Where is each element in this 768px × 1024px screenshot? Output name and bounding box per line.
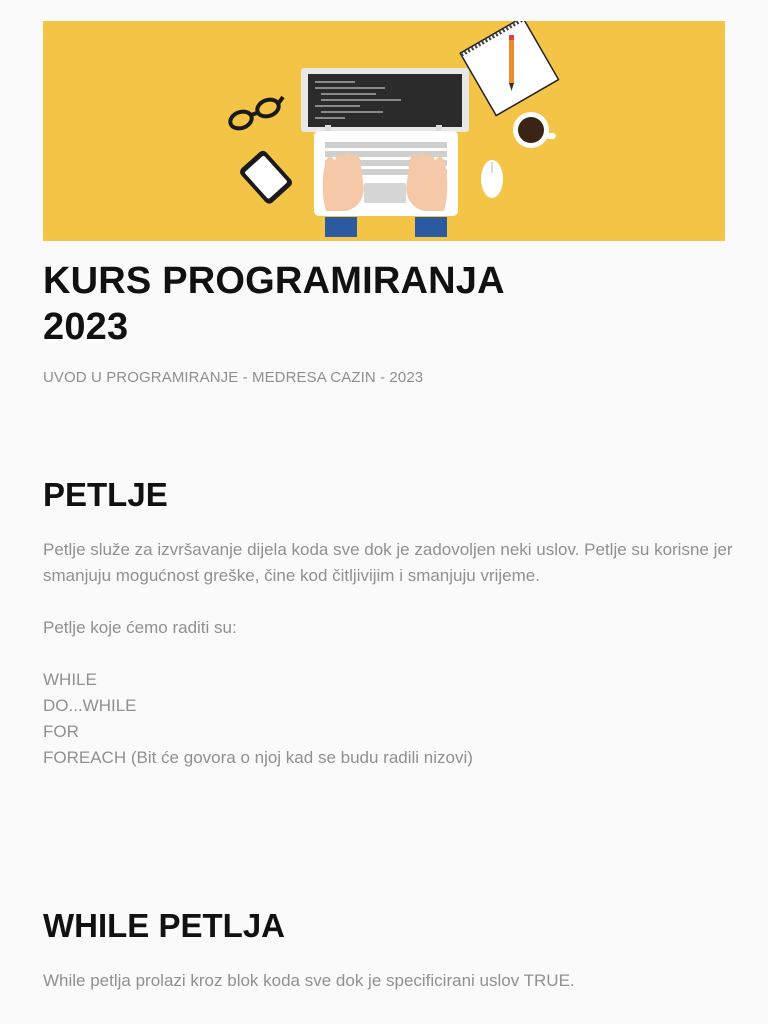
title-line-1: KURS PROGRAMIRANJA [43,260,505,302]
loop-type-item: FOREACH (Bit će govora o njoj kad se budu radili nizovi) [43,748,473,767]
petlje-paragraph [43,537,733,589]
smartphone-icon [238,149,294,206]
loop-type-item: DO...WHILE [43,696,137,715]
petlje-description: Petlje služe za izvršavanje dijela koda sve dok je zadovoljen neki uslov. Petlje su korisne jer smanjuju mogućnost greške, čine kod čitljivijim i smanjuju vrijeme. [43,540,733,585]
title-line-2: 2023 [43,306,129,348]
loop-types-list [43,667,473,771]
loop-type-item: WHILE [43,670,97,689]
petlje-intro [43,615,733,641]
mouse-icon [481,160,503,198]
while-description: While petlja prolazi kroz blok koda sve dok je specificirani uslov TRUE. [43,971,575,990]
pencil-icon [509,35,514,91]
while-paragraph [43,968,733,994]
loop-type-item: FOR [43,722,79,741]
document-subtitle: UVOD U PROGRAMIRANJE - MEDRESA CAZIN - 2023 [43,369,424,386]
hero-illustration [43,21,725,241]
section-heading-petlje: PETLJE [43,476,168,513]
glasses-icon [228,97,283,132]
petlje-list-intro: Petlje koje ćemo raditi su: [43,618,237,637]
coffee-cup-icon [513,112,556,148]
section-heading-while: WHILE PETLJA [43,907,286,944]
document-title [43,258,683,350]
